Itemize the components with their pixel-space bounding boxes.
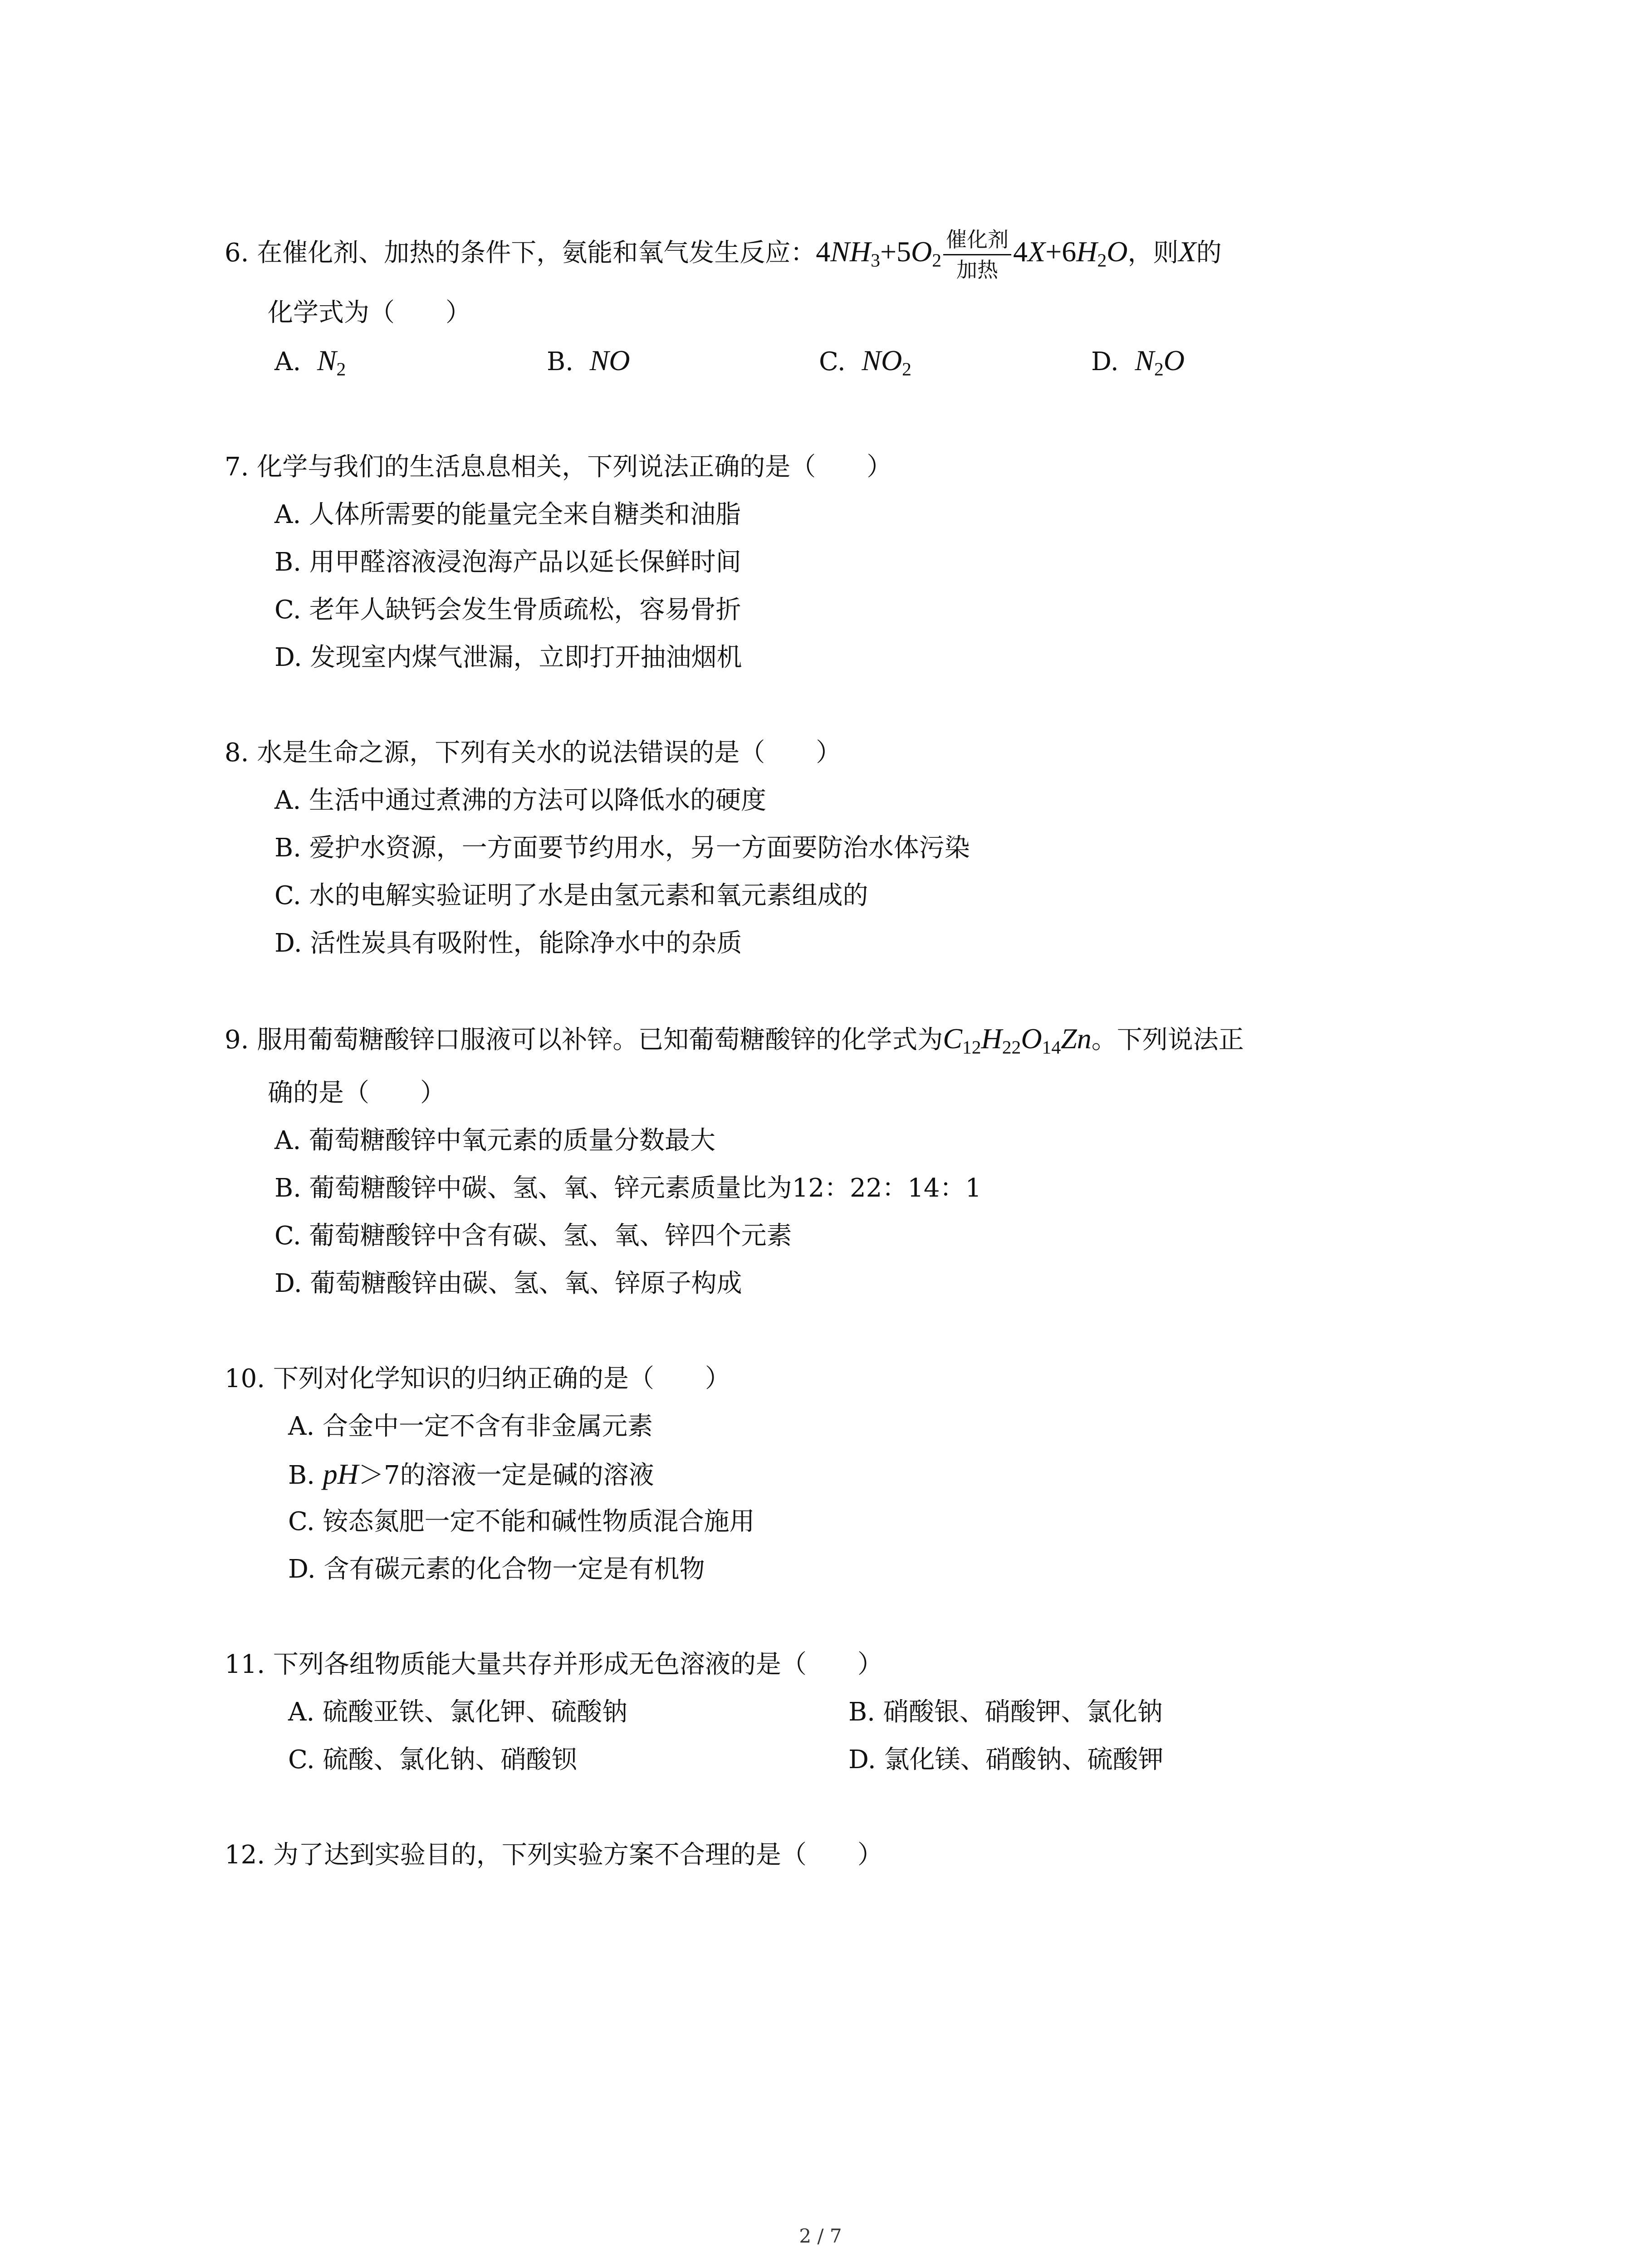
q11-option-c: C. 硫酸、氯化钠、硝酸钡 [288,1745,577,1774]
q9-line-1: 9. 服用葡萄糖酸锌口服液可以补锌。已知葡萄糖酸锌的化学式为$C_{12}H_{22}O_{14}Zn$。下列说法正 [225,1022,1244,1058]
q8-option-a: A. 生活中通过煮沸的方法可以降低水的硬度 [274,786,767,815]
q8-stem: 8. 水是生命之源，下列有关水的说法错误的是（ ） [225,738,842,767]
q11-option-a: A. 硫酸亚铁、氯化钾、硫酸钠 [288,1697,628,1727]
q6-text-a: 6. 在催化剂、加热的条件下，氨能和氧气发生反应： [225,238,816,268]
page-number: 2 / 7 [799,2225,842,2247]
q10-option-d: D. 含有碳元素的化合物一定是有机物 [288,1554,705,1584]
q7-option-a: A. 人体所需要的能量完全来自糖类和油脂 [274,500,741,529]
q11-stem: 11. 下列各组物质能大量共存并形成无色溶液的是（ ） [225,1650,883,1679]
q6-line-2: 化学式为（ ） [268,298,471,327]
q6-equation: $4NH_3+5O_2$ $\frac{\text{催化剂}}{\text{加热}}$ $4X+6H_2O$ [816,227,1128,282]
q10-option-a: A. 合金中一定不含有非金属元素 [288,1412,653,1441]
q11-option-d: D. 氯化镁、硝酸钠、硫酸钾 [848,1745,1164,1774]
q9-option-a: A. 葡萄糖酸锌中氧元素的质量分数最大 [274,1126,716,1155]
q9-option-c: C. 葡萄糖酸锌中含有碳、氢、氧、锌四个元素 [274,1221,792,1251]
q6-option-c: C. $NO_2$ [819,344,911,380]
q6-reaction-condition: $\frac{\text{催化剂}}{\text{加热}}$ [943,227,1011,283]
q6-option-d: D. $N_2O$ [1091,344,1185,380]
q7-option-c: C. 老年人缺钙会发生骨质疏松，容易骨折 [274,595,741,625]
q12-stem: 12. 为了达到实验目的，下列实验方案不合理的是（ ） [225,1840,883,1870]
q7-option-d: D. 发现室内煤气泄漏，立即打开抽油烟机 [274,643,742,672]
q6-option-b: B. NO [547,344,630,376]
q9-line-2: 确的是（ ） [268,1078,446,1108]
q10-option-c: C. 铵态氮肥一定不能和碱性物质混合施用 [288,1507,755,1536]
q9-formula: $C_{12}H_{22}O_{14}Zn$ [943,1022,1092,1058]
q8-option-d: D. 活性炭具有吸附性，能除净水中的杂质 [274,929,742,958]
q8-option-b: B. 爱护水资源，一方面要节约用水，另一方面要防治水体污染 [274,833,970,863]
q7-stem: 7. 化学与我们的生活息息相关，下列说法正确的是（ ） [225,452,892,482]
q10-option-b: B. pH＞7的溶液一定是碱的溶液 [288,1458,654,1490]
q6-option-a: A. $N_2$ [274,344,346,380]
q9-option-d: D. 葡萄糖酸锌由碳、氢、氧、锌原子构成 [274,1269,742,1298]
q7-option-b: B. 用甲醛溶液浸泡海产品以延长保鲜时间 [274,547,741,577]
q10-stem: 10. 下列对化学知识的归纳正确的是（ ） [225,1364,730,1393]
q9-option-b: B. 葡萄糖酸锌中碳、氢、氧、锌元素质量比为12：22：14：1 [274,1173,982,1203]
q8-option-c: C. 水的电解实验证明了水是由氢元素和氧元素组成的 [274,881,868,910]
q11-option-b: B. 硝酸银、硝酸钾、氯化钠 [848,1697,1163,1727]
q6-line-1: 6. 在催化剂、加热的条件下，氨能和氧气发生反应：$4NH_3+5O_2$ $\frac{\text{催化剂}}{\text{加热}}$ $4X+6H_2O$，则X的 [225,227,1222,282]
